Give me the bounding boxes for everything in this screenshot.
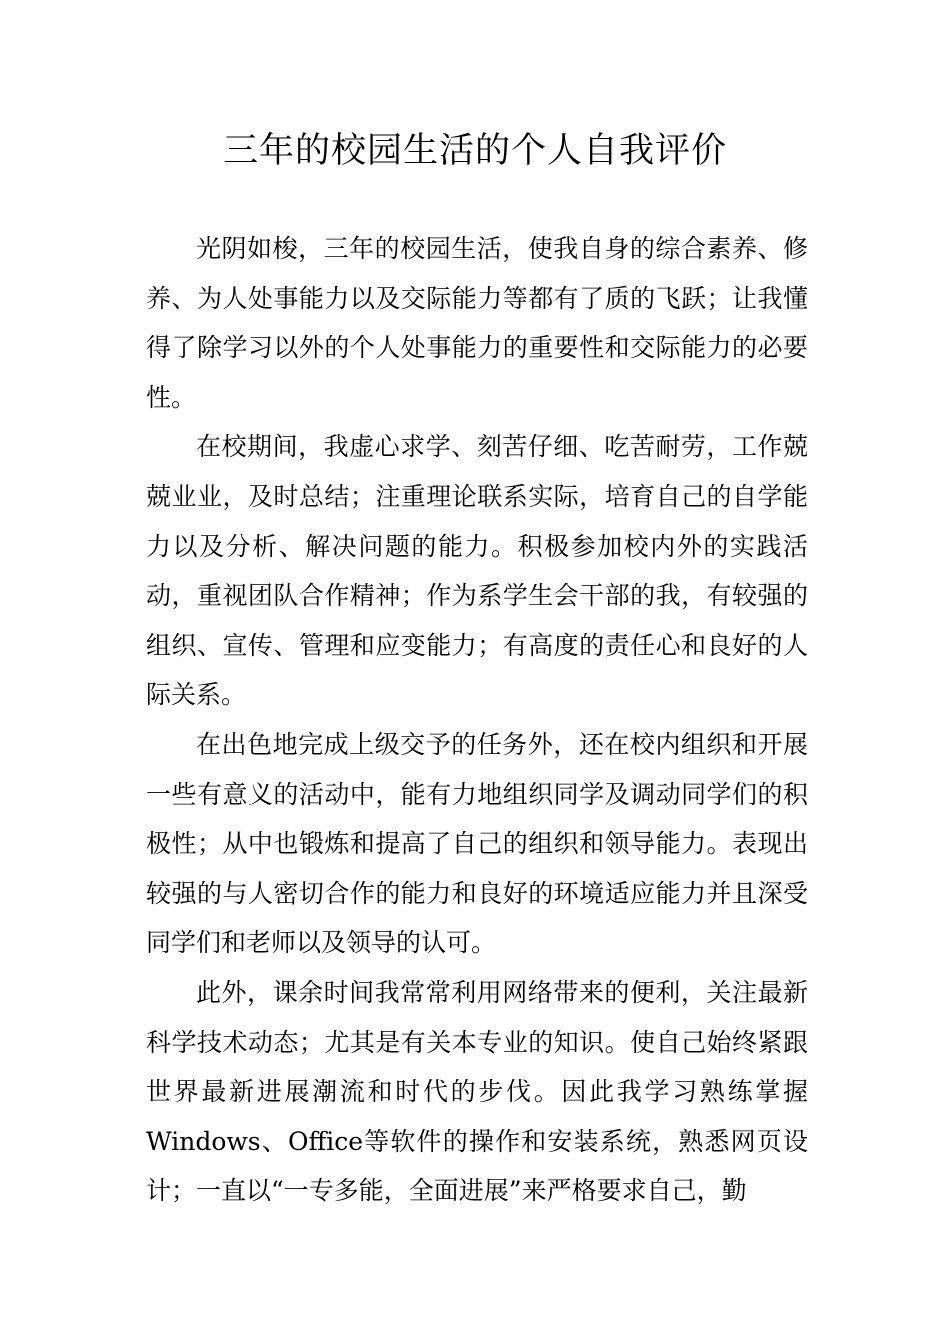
paragraph-1: 光阴如梭，三年的校园生活，使我自身的综合素养、修养、为人处事能力以及交际能力等都有了质的飞跃；让我懂得了除学习以外的个人处事能力的重要性和交际能力的必要性。 (146, 234, 808, 412)
paragraph-2: 在校期间，我虚心求学、刻苦仔细、吃苦耐劳，工作兢兢业业，及时总结；注重理论联系实际，培育自己的自学能力以及分析、解决问题的能力。积极参加校内外的实践活动，重视团队合作精神；作为系学生会干部的我，有较强的组织、宣传、管理和应变能力；有高度的责任心和良好的人际关系。 (146, 432, 808, 710)
paragraph-4: 此外，课余时间我常常利用网络带来的便利，关注最新科学技术动态；尤其是有关本专业的知识。使自己始终紧跟世界最新进展潮流和时代的步伐。因此我学习熟练掌握Windows、Office等软件的操作和安装系统，熟悉网页设计；一直以“一专多能，全面进展”来严格要求自己，勤 (146, 977, 808, 1206)
document-title: 三年的校园生活的个人自我评价 (222, 131, 727, 171)
document-body (146, 224, 808, 1216)
paragraph-3: 在出色地完成上级交予的任务外，还在校内组织和开展一些有意义的活动中，能有力地组织同学及调动同学们的积极性；从中也锻炼和提高了自己的组织和领导能力。表现出较强的与人密切合作的能力和良好的环境适应能力并且深受同学们和老师以及领导的认可。 (146, 729, 808, 958)
